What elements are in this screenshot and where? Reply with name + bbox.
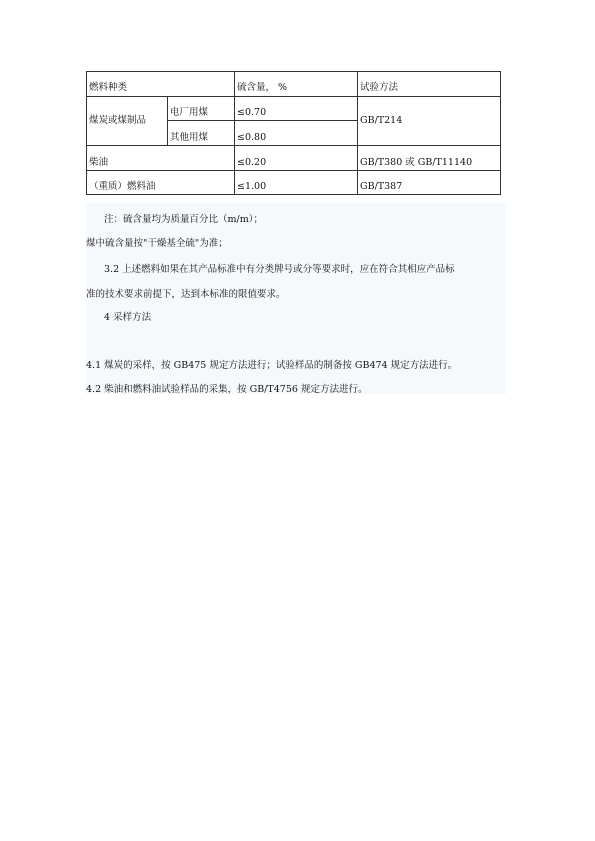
section-4-1: 4.1 煤炭的采样，按 GB475 规定方法进行；试验样品的制备按 GB474 规定方法进行。 [86, 360, 458, 371]
heavy-oil-cell: （重质）燃料油 [87, 171, 235, 195]
table-row [87, 171, 501, 195]
section-4-2: 4.2 柴油和燃料油试验样品的采集，按 GB/T4756 规定方法进行。 [86, 384, 368, 395]
heavy-oil-method-cell: GB/T387 [358, 171, 501, 195]
power-coal-value-cell: ≤0.70 [235, 97, 358, 121]
header-fuel-type: 燃料种类 [87, 72, 235, 97]
other-coal-cell: 其他用煤 [168, 121, 235, 146]
table-header-row [87, 72, 501, 97]
coal-group-cell: 煤炭或煤制品 [87, 97, 168, 146]
section-3-2-line2: 准的技术要求前提下，达到本标准的限值要求。 [86, 289, 286, 300]
section-3-2-line1: 3.2 上述燃料如果在其产品标准中有分类牌号或分等要求时，应在符合其相应产品标 [104, 264, 455, 275]
diesel-value-cell: ≤0.20 [235, 146, 358, 171]
header-sulfur-content: 硫含量， % [235, 72, 358, 97]
sulfur-limit-table [86, 71, 501, 195]
coal-method-cell: GB/T214 [358, 97, 501, 146]
power-coal-cell: 电厂用煤 [168, 97, 235, 121]
diesel-cell: 柴油 [87, 146, 235, 171]
section-4-heading: 4 采样方法 [104, 312, 152, 323]
header-test-method: 试验方法 [358, 72, 501, 97]
note-line: 注：硫含量均为质量百分比（m/m）； [104, 214, 263, 225]
table-row [87, 97, 501, 121]
other-coal-value-cell: ≤0.80 [235, 121, 358, 146]
table-row [87, 146, 501, 171]
diesel-method-cell: GB/T380 或 GB/T11140 [358, 146, 501, 171]
heavy-oil-value-cell: ≤1.00 [235, 171, 358, 195]
coal-basis-note: 煤中硫含量按"干燥基全硫"为准； [86, 238, 228, 249]
